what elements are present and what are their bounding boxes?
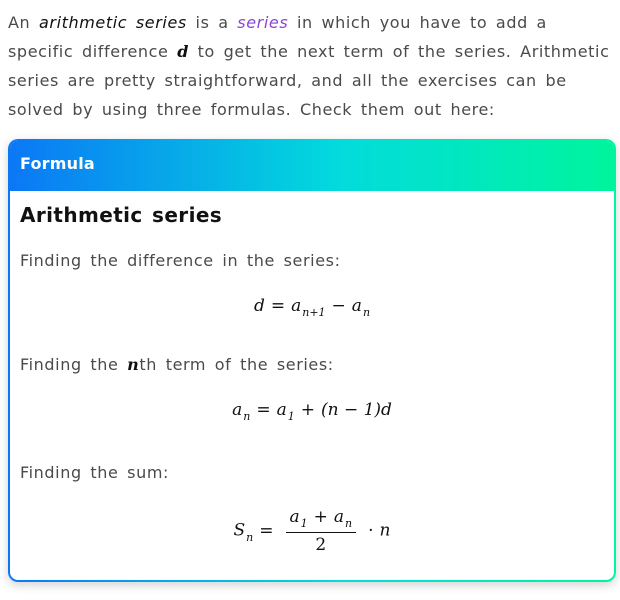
formula-card	[8, 139, 616, 582]
diff-a2-sub: n	[362, 306, 371, 319]
sum-numerator	[286, 507, 357, 533]
formula-card-header	[10, 141, 614, 191]
intro-paragraph	[8, 8, 612, 124]
diff-lhs: d	[253, 296, 265, 316]
intro-text-1: An	[8, 13, 39, 32]
nth-term-label	[20, 355, 334, 374]
sum-num-a1: a	[289, 507, 300, 527]
diff-minus: −	[331, 296, 346, 316]
diff-eq: =	[270, 296, 286, 316]
sum-lhs: S	[233, 520, 246, 541]
sum-formula	[10, 507, 614, 555]
diff-a1-sub: n+1	[302, 306, 326, 319]
sum-label: Finding the sum:	[20, 463, 170, 482]
diff-a2: a	[351, 296, 362, 316]
nth-a1: a	[276, 400, 287, 420]
nth-label-var: n	[127, 355, 140, 374]
difference-formula	[10, 296, 614, 319]
nth-lhs: a	[232, 400, 243, 420]
nth-lhs-sub: n	[243, 410, 251, 423]
formula-card-body	[10, 141, 614, 580]
intro-text-4: to get the next term of the series. Arithmetic series are pretty straightforward, and all the exercises can be solved by using three formulas. Check them out here:	[8, 42, 610, 119]
nth-eq: =	[256, 400, 271, 420]
nth-label-post: th term of the series:	[139, 355, 334, 374]
intro-text-3: in which you have to add a specific difference	[8, 13, 547, 61]
sum-num-an-sub: n	[345, 517, 353, 530]
formula-header-label: Formula	[20, 154, 95, 173]
sum-num-a1-sub: 1	[300, 517, 308, 530]
series-link[interactable]: series	[237, 13, 289, 32]
sum-dot: ·	[368, 520, 374, 541]
intro-text-2: is a	[186, 13, 238, 32]
difference-variable: d	[177, 42, 189, 61]
sum-fraction	[286, 507, 357, 555]
sum-num-plus: +	[313, 507, 328, 527]
card-title: Arithmetic series	[20, 203, 223, 227]
nth-label-pre: Finding the	[20, 355, 128, 374]
sum-num-an: a	[333, 507, 345, 527]
sum-denominator: 2	[315, 535, 327, 555]
sum-eq: =	[259, 520, 274, 541]
diff-a1: a	[291, 296, 302, 316]
sum-lhs-sub: n	[246, 530, 254, 544]
nth-term-formula	[10, 400, 614, 423]
sum-n: n	[379, 520, 391, 541]
difference-label: Finding the difference in the series:	[20, 251, 341, 270]
term-arithmetic-series: arithmetic series	[38, 13, 187, 32]
nth-plus: +	[300, 400, 315, 420]
nth-rest: (n − 1)d	[320, 400, 392, 420]
nth-a1-sub: 1	[287, 410, 295, 423]
